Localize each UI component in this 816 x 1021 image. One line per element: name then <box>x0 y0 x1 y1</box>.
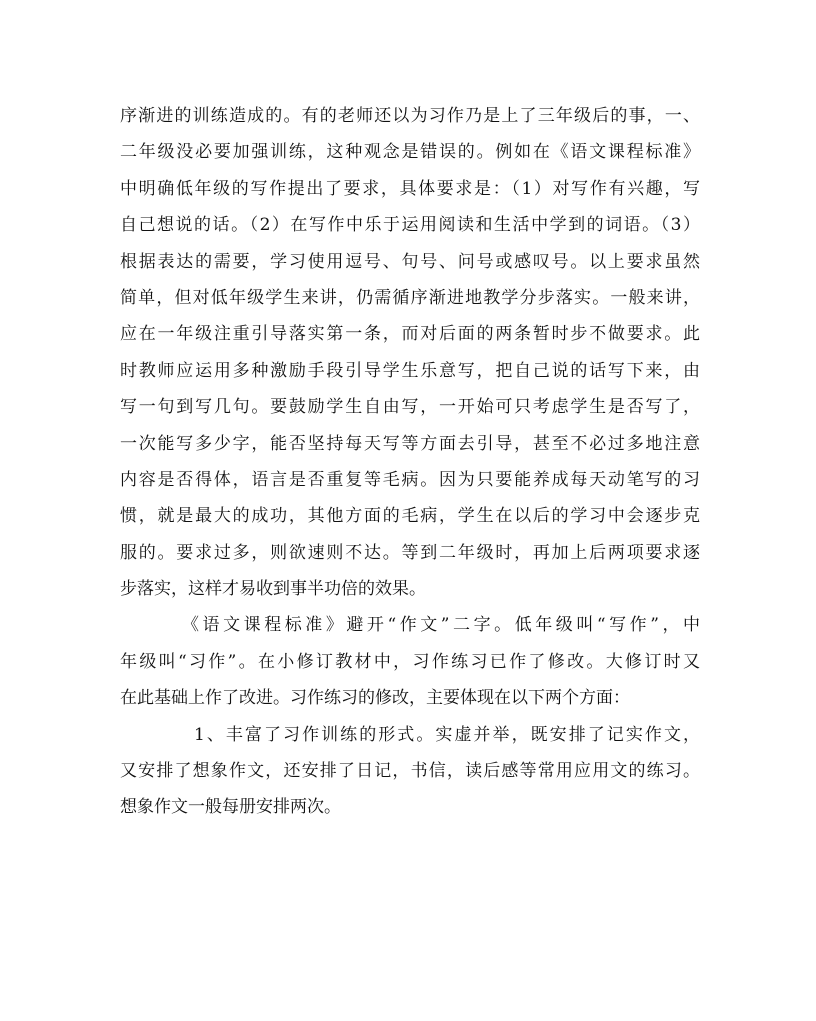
text-line: 年级叫“习作”。在小修订教材中，习作练习已作了修改。大修订时又 <box>120 651 700 672</box>
text-line: 写一句到写几句。要鼓励学生自由写，一开始可只考虑学生是否写了， <box>120 397 700 418</box>
paragraph-first-line: 《语文课程标准》避开“作文”二字。低年级叫“写作”，中 <box>182 615 700 636</box>
text-line: 中明确低年级的写作提出了要求，具体要求是：（1）对写作有兴趣，写 <box>120 178 700 199</box>
text-line: 想象作文一般每册安排两次。 <box>120 797 341 818</box>
text-line: 二年级没必要加强训练，这种观念是错误的。例如在《语文课程标准》 <box>120 142 700 163</box>
text-line: 又安排了想象作文，还安排了日记，书信，读后感等常用应用文的练习。 <box>120 761 700 782</box>
text-line: 内容是否得体，语言是否重复等毛病。因为只要能养成每天动笔写的习 <box>120 469 700 490</box>
document-body <box>120 98 700 826</box>
text-line: 时教师应运用多种激励手段引导学生乐意写，把自己说的话写下来，由 <box>120 360 700 381</box>
text-line: 服的。要求过多，则欲速则不达。等到二年级时，再加上后两项要求逐 <box>120 542 700 563</box>
paragraph-first-line: 1、丰富了习作训练的形式。实虚并举，既安排了记实作文， <box>194 724 700 745</box>
text-line: 应在一年级注重引导落实第一条，而对后面的两条暂时步不做要求。此 <box>120 324 700 345</box>
text-line: 在此基础上作了改进。习作练习的修改，主要体现在以下两个方面： <box>120 688 630 709</box>
text-line: 步落实，这样才易收到事半功倍的效果。 <box>120 579 426 600</box>
text-line: 根据表达的需要，学习使用逗号、句号、问号或感叹号。以上要求虽然 <box>120 251 700 272</box>
text-line: 序渐进的训练造成的。有的老师还以为习作乃是上了三年级后的事，一、 <box>120 106 700 126</box>
text-line: 惯，就是最大的成功，其他方面的毛病，学生在以后的学习中会逐步克 <box>120 506 700 527</box>
text-line: 简单，但对低年级学生来讲，仍需循序渐进地教学分步落实。一般来讲， <box>120 287 700 308</box>
text-line: 自己想说的话。（2）在写作中乐于运用阅读和生活中学到的词语。（3） <box>120 215 700 236</box>
text-line: 一次能写多少字，能否坚持每天写等方面去引导，甚至不必过多地注意 <box>120 433 700 454</box>
